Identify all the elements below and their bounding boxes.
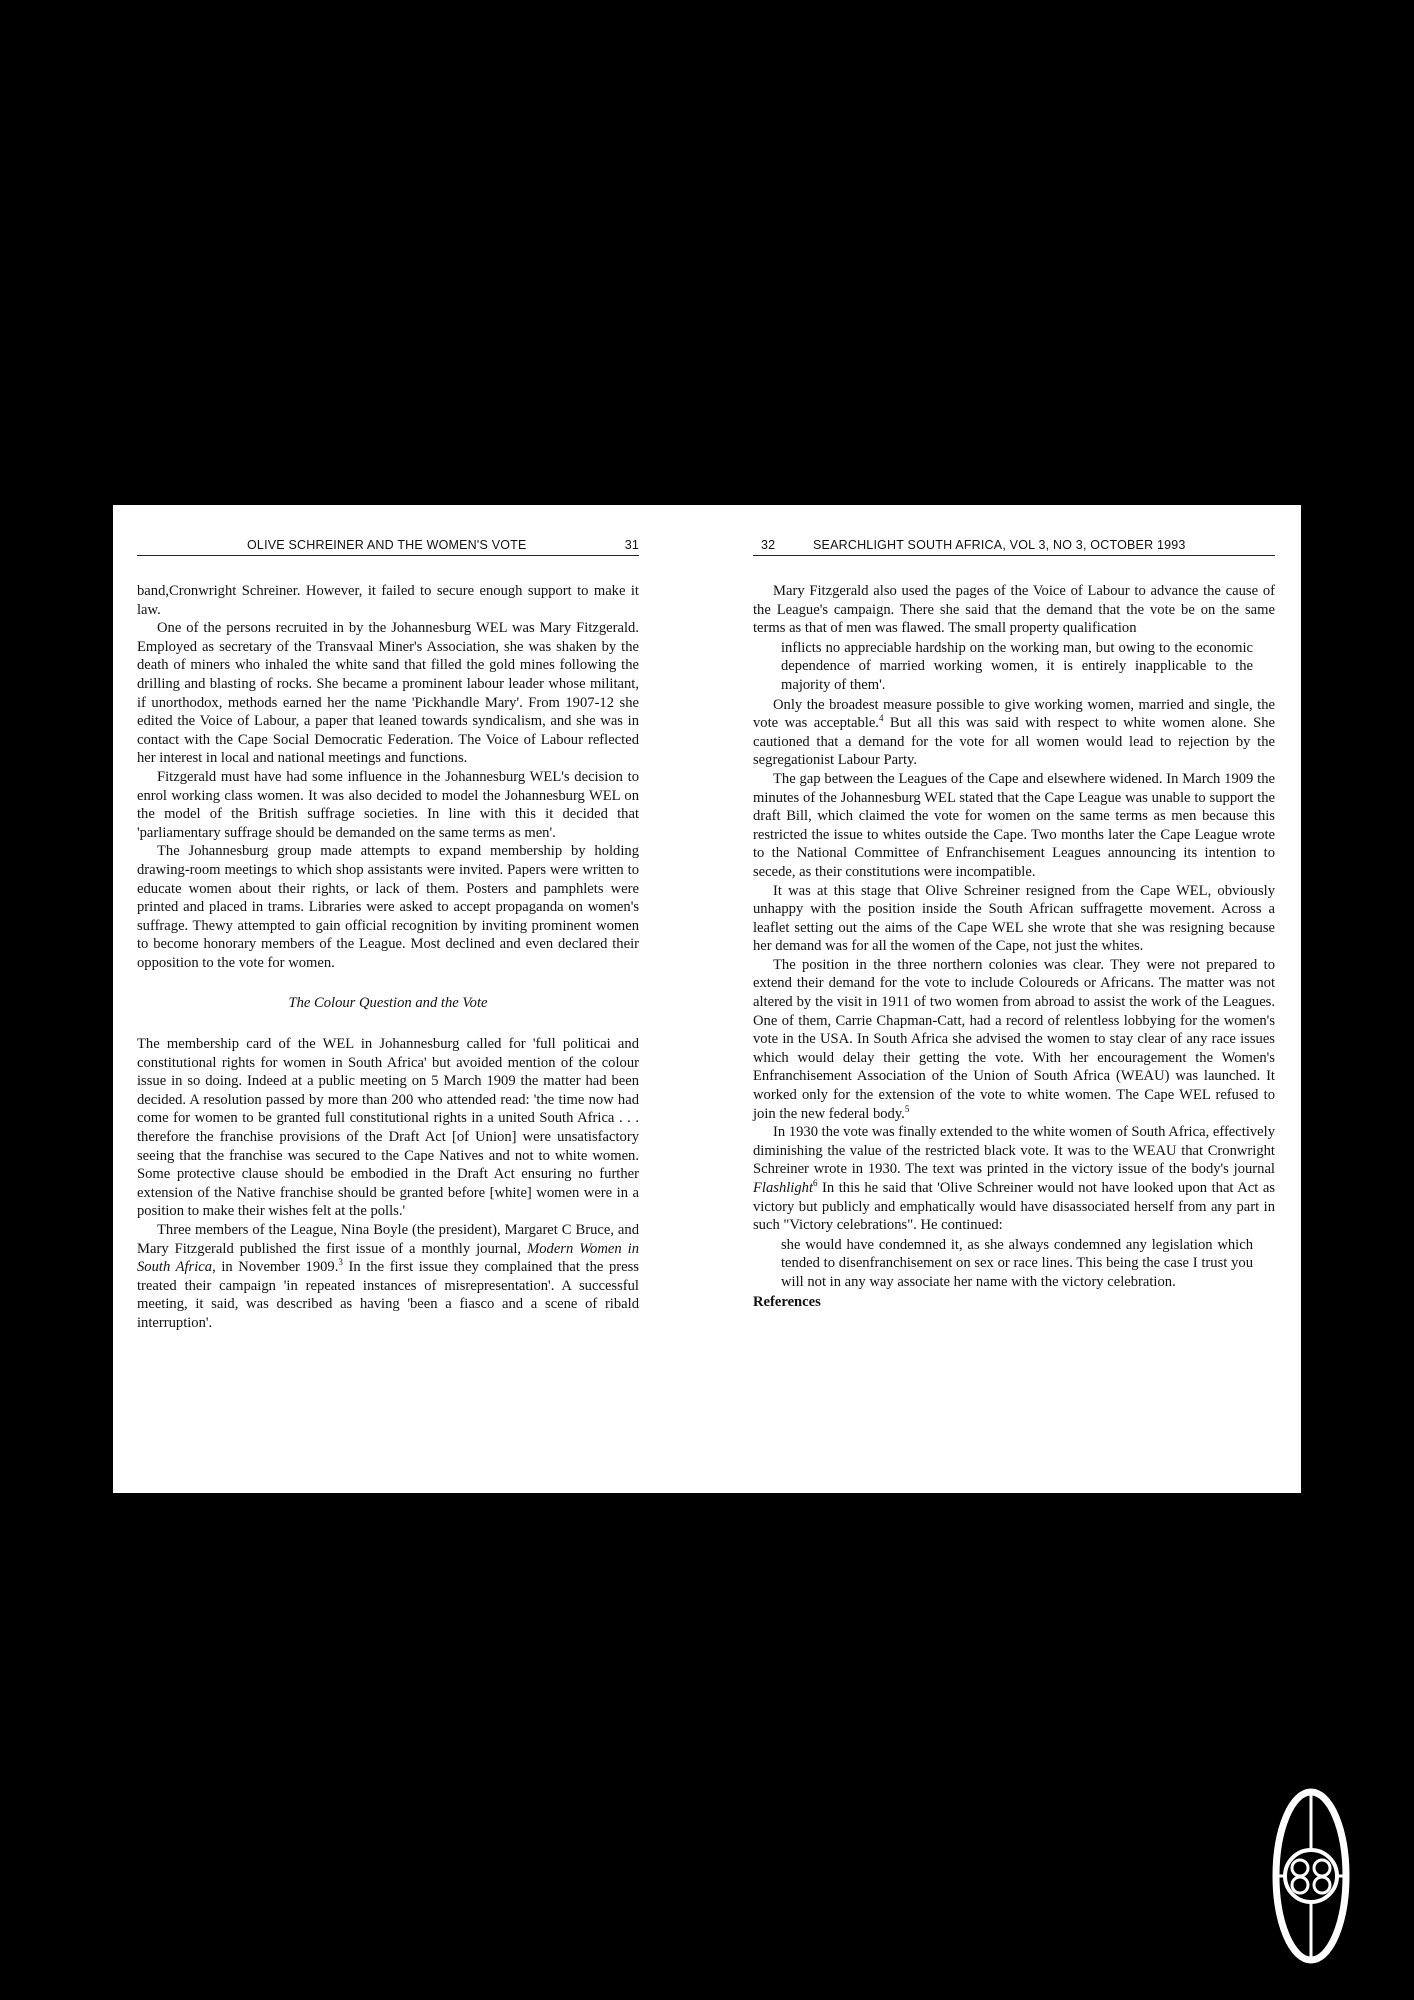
footnote-ref: 4 bbox=[878, 713, 884, 724]
text-run: , in November 1909. bbox=[212, 1259, 339, 1276]
text-run: Three members of the League, Nina Boyle (the president), Margaret C Bruce, and Mary Fitzgerald published the first issue of a monthly journal, bbox=[137, 1222, 639, 1257]
left-page bbox=[137, 535, 639, 1333]
section-heading: The Colour Question and the Vote bbox=[288, 995, 488, 1012]
page-number: 31 bbox=[624, 538, 639, 552]
paragraph: It was at this stage that Olive Schreiner resigned from the Cape WEL, obviously unhappy with the position inside the South African suffragette movement. Across a leaflet setting out the aims of the Cape WEL she wrote that she was resigning because her demand was for all the women of the Cape, not just the whites. bbox=[753, 882, 1275, 955]
text-run: In the first issue they complained that the press treated their campaign 'in repeated instances of misrepresentation'. A successful meeting, it said, was described as having 'been a fiasco and a scene of ribald interruption'. bbox=[137, 1259, 639, 1331]
running-header bbox=[137, 535, 639, 556]
text-run: In 1930 the vote was finally extended to the white women of South Africa, effectively diminishing the value of the restricted black vote. It was to the WEAU that Cronwright Schreiner wrote in 1930. The text was printed in the victory issue of the body's journal bbox=[753, 1124, 1275, 1178]
text-run: But all this was said with respect to white women alone. She cautioned that a demand for the vote for all women would lead to rejection by the segregationist Labour Party. bbox=[753, 715, 1275, 769]
paragraph: The gap between the Leagues of the Cape and elsewhere widened. In March 1909 the minutes of the Johannesburg WEL stated that the Cape League was unable to support the draft Bill, which claimed the vote for women on the same terms as men because this restricted the issue to whites outside the Cape. Two months later the Cape League wrote to the National Committee of Enfranchisement Leagues announcing its intention to secede, as their constitutions were incompatible. bbox=[753, 770, 1275, 880]
footnote-ref: 6 bbox=[813, 1178, 818, 1189]
paragraph: Fitzgerald must have had some influence in the Johannesburg WEL's decision to enrol working class women. It was also decided to model the Johannesburg WEL on the model of the British suffrage societies. In line with this it decided that 'parliamentary suffrage should be demanded on the same terms as men'. bbox=[137, 768, 639, 841]
text-run: The position in the three northern colonies was clear. They were not prepared to extend their demand for the vote to include Coloureds or Africans. The matter was not altered by the visit in 1911 of two women from abroad to assist the work of the Leagues. One of them, Carrie Chapman-Catt, had a record of relentless lobbying for the women's vote in the USA. In South Africa she advised the women to stay clear of any race issues which would delay their getting the vote. With her encouragement the Women's Enfranchisement Association of the Union of South Africa (WEAU) was launched. It worked only for the extension of the vote to white women. The Cape WEL refused to join the new federal body. bbox=[753, 956, 1275, 1122]
footnote-ref: 3 bbox=[338, 1257, 343, 1268]
paragraph: band,Cronwright Schreiner. However, it failed to secure enough support to make it law. bbox=[137, 583, 639, 618]
journal-title: Flashlight bbox=[753, 1180, 813, 1196]
archive-logo-icon bbox=[1270, 1785, 1352, 1967]
paragraph bbox=[753, 696, 1275, 770]
paragraph: The Johannesburg group made attempts to expand membership by holding drawing-room meetings to which shop assistants were invited. Papers were written to educate women about their rights, or lack of them. Posters and pamphlets were printed and placed in trams. Libraries were asked to accept propaganda on women's suffrage. Thewy attempted to gain official recognition by inviting prominent women to become honorary members of the League. Most declined and even declared their opposition to the vote for women. bbox=[137, 843, 639, 971]
paragraph bbox=[137, 1221, 639, 1333]
running-header bbox=[753, 535, 1275, 556]
journal-title: Modern Women in South Africa bbox=[137, 1240, 639, 1276]
paragraph bbox=[753, 956, 1275, 1123]
header-title: SEARCHLIGHT SOUTH AFRICA, VOL 3, NO 3, OCTOBER 1993 bbox=[813, 538, 1186, 552]
page-body bbox=[137, 582, 639, 1333]
paragraph: Mary Fitzgerald also used the pages of the Voice of Labour to advance the cause of the League's campaign. There she said that the demand that the vote be on the same terms as that of men was flawed. The small property qualification bbox=[753, 583, 1275, 637]
block-quote: she would have condemned it, as she always condemned any legislation which tended to disenfranchisement on sex or race lines. This being the case I trust you will not in any way associate her name with the victory celebration. bbox=[781, 1236, 1253, 1290]
paragraph: One of the persons recruited in by the Johannesburg WEL was Mary Fitzgerald. Employed as secretary of the Transvaal Miner's Association, she was shaken by the death of miners who inhaled the white sand that filled the gold mines following the drilling and blasting of rocks. She became a prominent labour leader whose militant, if unorthodox, methods earned her the name 'Pickhandle Mary'. From 1907-12 she edited the Voice of Labour, a paper that leaned towards syndicalism, and she was in contact with the Cape Social Democratic Federation. The Voice of Labour reflected her interest in local and national meetings and functions. bbox=[137, 620, 639, 767]
paragraph: The membership card of the WEL in Johannesburg called for 'full politicai and constitutional rights for women in South Africa' but avoided mention of the colour issue in so doing. Indeed at a public meeting on 5 March 1909 the matter had been decided. A resolution passed by more than 200 who attended read: 'the time now had come for women to be granted full constitutional rights in a united South Africa . . . therefore the franchise provisions of the Draft Act [of Union] were unsatisfactory seeing that the franchise was secured to the Cape Natives and not to white women. Some protective clause should be embodied in the Draft Act ensuring no further extension of the Native franchise should be granted before [white] women were in a position to make their wishes felt at the polls.' bbox=[137, 1036, 639, 1220]
page-body bbox=[753, 582, 1275, 1311]
text-run: In this he said that 'Olive Schreiner would not have looked upon that Act as victory but publicly and emphatically would have disassociated herself from any part in such "Victory celebrations". He continued: bbox=[753, 1180, 1275, 1234]
page-number: 32 bbox=[761, 538, 776, 552]
references-heading: References bbox=[753, 1293, 821, 1310]
header-title: OLIVE SCHREINER AND THE WOMEN'S VOTE bbox=[247, 538, 527, 552]
footnote-ref: 5 bbox=[904, 1103, 910, 1114]
archive-logo-graphic bbox=[1270, 1785, 1352, 1967]
text-run: Only the broadest measure possible to give working women, married and single, the vote was acceptable. bbox=[753, 696, 1275, 732]
paragraph bbox=[753, 1123, 1275, 1235]
right-page bbox=[753, 535, 1275, 1311]
block-quote: inflicts no appreciable hardship on the working man, but owing to the economic dependence of married working women, it is entirely inapplicable to the majority of them'. bbox=[781, 639, 1253, 693]
book-spread bbox=[113, 505, 1301, 1493]
